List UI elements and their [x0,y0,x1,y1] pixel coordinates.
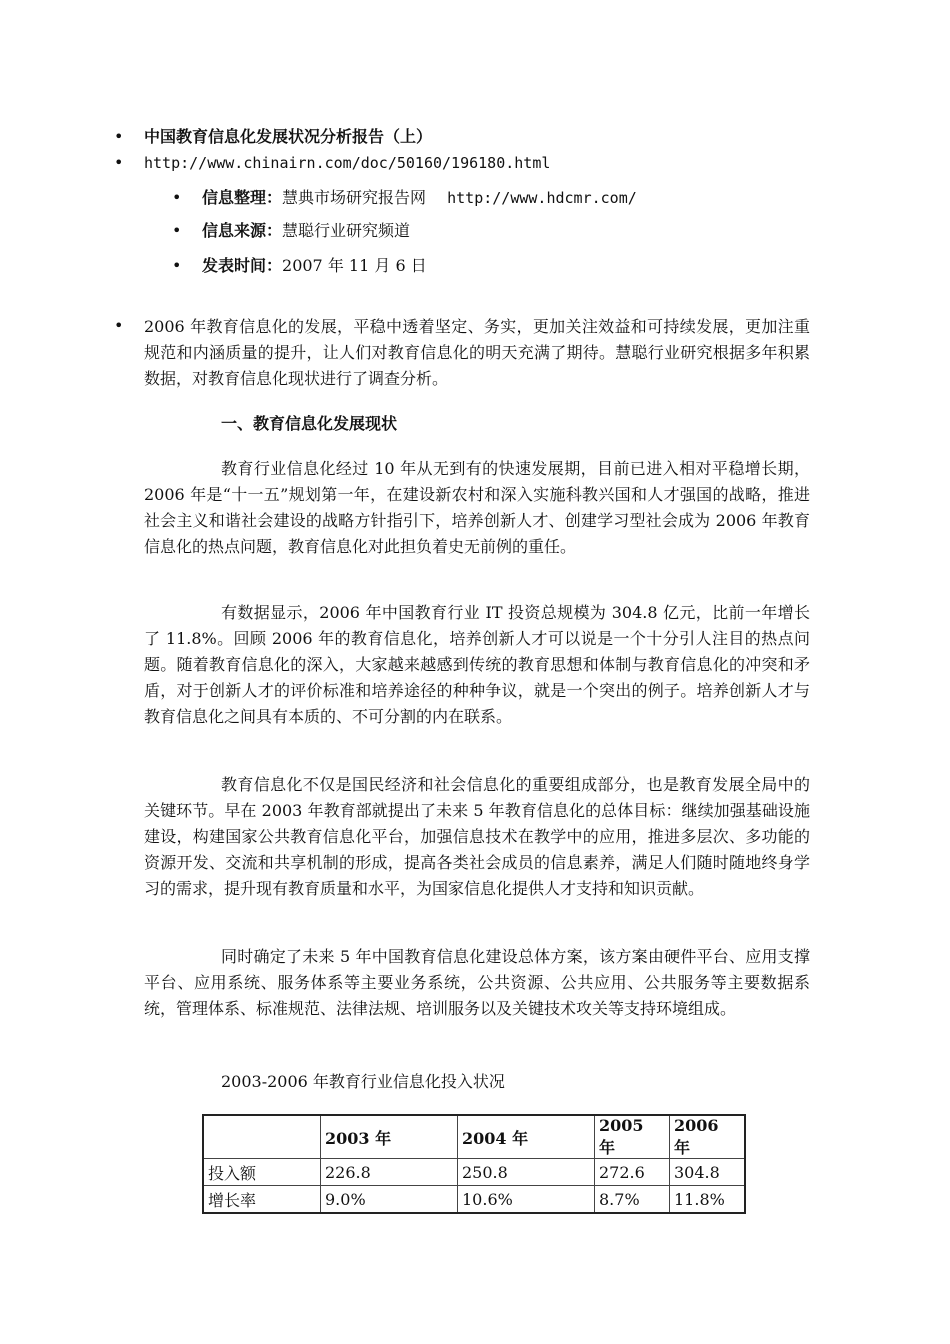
paragraph-text: 教育行业信息化经过 10 年从无到有的快速发展期，目前已进入相对平稳增长期，2006 年是“十一五”规划第一年，在建设新农村和深入实施科教兴国和人才强国的战略，推进社会主义和谐社会建设的战略方针指引下，培养创新人才、创建学习型社会成为 2006 年教育信息化的热点问题，教育信息化对此担负着史无前例的重任。 [144,459,810,556]
meta-label: 发表时间： [202,256,283,275]
body-paragraph-3 [144,772,810,902]
investment-table [202,1114,746,1214]
meta-value: 慧聪行业研究频道 [282,221,411,240]
section-heading: 一、教育信息化发展现状 [221,414,398,433]
bullet-marker: • [114,153,124,172]
bullet-marker: • [172,221,182,240]
table-cell: 9.0% [321,1186,458,1214]
document-title: 中国教育信息化发展状况分析报告（上） [144,127,433,146]
bullet-marker: • [114,316,124,335]
table-header-row [203,1115,745,1159]
paragraph-text: 同时确定了未来 5 年中国教育信息化建设总体方案，该方案由硬件平台、应用支撑平台、应用系统、服务体系等主要业务系统，公共资源、公共应用、公共服务等主要数据系统，管理体系、标准规范、法律法规、培训服务以及关键技术攻关等支持环境组成。 [144,947,810,1018]
table-row-label: 增长率 [203,1186,321,1214]
table-cell: 10.6% [458,1186,595,1214]
table-header-cell: 2005 年 [595,1115,670,1159]
table-cell: 250.8 [458,1159,595,1186]
bullet-marker: • [114,127,124,146]
table-row [203,1186,745,1214]
meta-label: 信息整理： [202,188,283,207]
paragraph-text: 教育信息化不仅是国民经济和社会信息化的重要组成部分，也是教育发展全局中的关键环节。早在 2003 年教育部就提出了未来 5 年教育信息化的总体目标：继续加强基础设施建设，构建国家公共教育信息化平台，加强信息技术在教学中的应用，推进多层次、多功能的资源开发、交流和共享机制的形成，提高各类社会成员的信息素养，满足人们随时随地终身学习的需求，提升现有教育质量和水平，为国家信息化提供人才支持和知识贡献。 [144,775,810,898]
meta-value: 2007 年 11 月 6 日 [282,256,427,275]
meta-value: 慧典市场研究报告网 [282,188,427,207]
table-header-cell: 2006 年 [670,1115,746,1159]
meta-item-source [202,219,410,243]
table-header-cell: 2003 年 [321,1115,458,1159]
body-paragraph-2 [144,600,810,730]
table-cell: 304.8 [670,1159,746,1186]
body-paragraph-1 [144,456,810,560]
meta-link[interactable]: http://www.hdcmr.com/ [447,189,637,207]
table-header-cell: 2004 年 [458,1115,595,1159]
paragraph-text: 有数据显示，2006 年中国教育行业 IT 投资总规模为 304.8 亿元，比前一年增长了 11.8%。回顾 2006 年的教育信息化，培养创新人才可以说是一个十分引人注目的热点问题。随着教育信息化的深入，大家越来越感到传统的教育思想和体制与教育信息化的冲突和矛盾，对于创新人才的评价标准和培养途径的种种争议，就是一个突出的例子。培养创新人才与教育信息化之间具有本质的、不可分割的内在联系。 [144,603,810,726]
table-row [203,1159,745,1186]
table-header-cell [203,1115,321,1159]
table-cell: 8.7% [595,1186,670,1214]
source-url[interactable]: http://www.chinairn.com/doc/50160/196180.html [144,154,551,172]
intro-text: 2006 年教育信息化的发展，平稳中透着坚定、务实，更加关注效益和可持续发展，更加注重规范和内涵质量的提升，让人们对教育信息化的明天充满了期待。慧聪行业研究根据多年积累数据，对教育信息化现状进行了调查分析。 [144,317,810,388]
bullet-marker: • [172,188,182,207]
intro-paragraph [144,314,810,392]
meta-label: 信息来源： [202,221,283,240]
table-cell: 272.6 [595,1159,670,1186]
bullet-marker: • [172,256,182,275]
table-cell: 11.8% [670,1186,746,1214]
table-cell: 226.8 [321,1159,458,1186]
table-row-label: 投入额 [203,1159,321,1186]
body-paragraph-4 [144,944,810,1022]
meta-item-compiler [202,186,637,210]
table-caption: 2003-2006 年教育行业信息化投入状况 [221,1072,505,1091]
meta-item-date [202,254,427,278]
